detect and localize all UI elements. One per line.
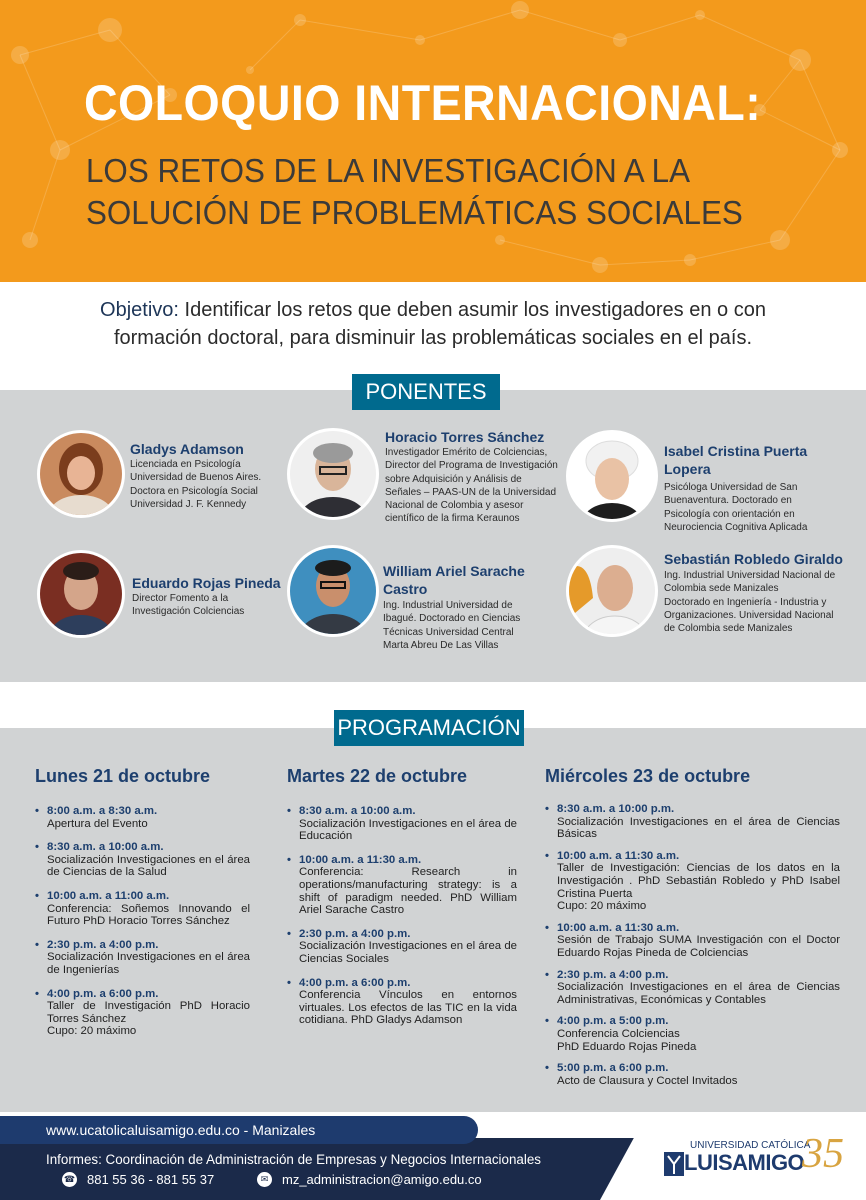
speaker-desc-line: Ing. Industrial Universidad de [383, 600, 513, 611]
schedule-item [35, 841, 250, 879]
schedule-time: • 10:00 a.m. a 11:30 a.m. [557, 849, 680, 862]
schedule-time: • 5:00 p.m. a 6:00 p.m. [557, 1062, 669, 1075]
objective-line-2: formación doctoral, para disminuir las problemáticas sociales en el país. [113, 327, 753, 349]
objective-line-1-text: Identificar los retos que deben asumir los investigadores en o con [178, 299, 766, 321]
schedule-time: • 2:30 p.m. a 4:00 p.m. [299, 927, 411, 940]
schedule-time: • 2:30 p.m. a 4:00 p.m. [47, 938, 159, 951]
day-column-miercoles [545, 766, 840, 1087]
speaker-desc-line: Doctorado en Ingeniería - Industria y [664, 596, 827, 608]
schedule-time: • 4:00 p.m. a 6:00 p.m. [47, 987, 159, 1000]
speaker-desc-line: científico de la firma Keraunos [385, 513, 520, 525]
schedule-list [545, 803, 840, 1087]
page-title: COLOQUIO INTERNACIONAL: [84, 75, 762, 131]
website-link[interactable]: www.ucatolicaluisamigo.edu.co - Manizales [0, 1116, 478, 1144]
email-icon: ✉ [257, 1172, 272, 1187]
schedule-list [35, 805, 250, 1038]
schedule-time: • 8:30 a.m. a 10:00 p.m. [557, 803, 675, 815]
logo-large-text: LUISAMIGO [684, 1150, 805, 1175]
speaker-desc-line: Ing. Industrial Universidad Nacional de [664, 570, 836, 581]
speaker-name-line: Castro [383, 581, 428, 597]
day-column-lunes [35, 766, 250, 1049]
schedule-item [287, 854, 517, 917]
schedule-desc: Conferencia: Soñemos Innovando el Futuro PhD Horacio Torres Sánchez [47, 902, 250, 928]
schedule-item [545, 803, 840, 841]
speaker-desc-line: Investigador Emérito de Colciencias, [385, 447, 548, 458]
header-banner [0, 0, 866, 282]
speaker-name-line: Lopera [664, 461, 711, 477]
speaker-desc-line: Universidad J. F. Kennedy [130, 498, 247, 510]
schedule-list [287, 805, 517, 1027]
logo-anniversary-number: 35 [802, 1131, 844, 1177]
speaker-desc-line: Universidad de Buenos Aires. [130, 472, 262, 484]
avatar-isabel-puerta [566, 430, 658, 522]
speaker-desc [664, 481, 807, 534]
schedule-time: • 10:00 a.m. a 11:30 a.m. [557, 921, 680, 934]
schedule-desc: Sesión de Trabajo SUMA Investigación con el Doctor Eduardo Rojas Pineda de Colciencias [557, 934, 840, 959]
phone-number: 881 55 36 - 881 55 37 [87, 1172, 215, 1187]
day-title: Martes 22 de octubre [287, 766, 468, 786]
speaker-desc-line: Señales – PAAS-UN de la Universidad [385, 486, 557, 498]
speaker-desc-line: sobre Adquisición y Análisis de [385, 473, 522, 485]
schedule-desc: Conferencia Colciencias [557, 1027, 680, 1040]
schedule-desc: Taller de Investigación PhD Horacio Torres Sánchez [47, 1000, 250, 1025]
day-title: Lunes 21 de octubre [35, 766, 211, 786]
speaker-desc [130, 458, 261, 511]
schedule-time: • 4:00 p.m. a 5:00 p.m. [557, 1015, 669, 1028]
schedule-item [545, 1062, 840, 1087]
schedule-desc: Socialización Investigaciones en el área de Ciencias Básicas [557, 815, 840, 841]
objective-line-1 [60, 296, 806, 324]
network-pattern [0, 0, 866, 282]
speaker-desc-line: Director del Programa de Investigación [385, 460, 558, 472]
speaker-name-line: William Ariel Sarache [383, 563, 525, 579]
speaker-name: Horacio Torres Sánchez [385, 429, 545, 445]
speaker-desc-line: Colombia sede Manizales [664, 583, 779, 595]
speaker-desc-line: Marta Abreu De Las Villas [383, 639, 499, 651]
schedule-desc: Apertura del Evento [47, 817, 148, 830]
footer-phone [62, 1172, 214, 1187]
speaker-name [383, 562, 525, 598]
speaker-desc-line: de Colombia sede Manizales [664, 623, 793, 635]
schedule-item [545, 969, 840, 1007]
schedule-desc: Taller de Investigación: Ciencias de los datos en la Investigación . PhD Sebastián Robledo y PhD Isabel Cristina Puerta [557, 862, 840, 900]
speaker-desc [383, 599, 520, 652]
page-subtitle [86, 150, 743, 234]
schedule-time: • 8:30 a.m. a 10:00 a.m. [299, 805, 416, 817]
schedule-time: • 8:30 a.m. a 10:00 a.m. [47, 841, 164, 854]
speaker-desc-line: Director Fomento a la [132, 593, 229, 604]
schedule-desc: Socialización Investigaciones en el área de Ciencias Sociales [299, 940, 517, 965]
schedule-item [35, 805, 250, 830]
subtitle-line-2: SOLUCIÓN DE PROBLEMÁTICAS SOCIALES [86, 194, 743, 231]
schedule-time: • 10:00 a.m. a 11:00 a.m. [47, 889, 170, 902]
schedule-desc: Socialización Investigaciones en el área de Ingenierías [47, 951, 250, 976]
schedule-extra: Cupo: 20 máximo [557, 900, 647, 913]
objective-text [60, 296, 806, 352]
speaker-desc-line: Ibagué. Doctorado en Ciencias [383, 613, 521, 625]
schedule-item [545, 1015, 840, 1053]
speaker-desc [664, 569, 835, 635]
speaker-desc-line: Técnicas Universidad Central [383, 626, 514, 638]
speaker-desc-line: Psicóloga Universidad de San [664, 482, 798, 493]
speaker-name: Gladys Adamson [130, 441, 244, 457]
phone-icon: ☎ [62, 1172, 77, 1187]
speaker-desc [132, 592, 244, 619]
schedule-time: • 8:00 a.m. a 8:30 a.m. [47, 805, 158, 817]
speaker-name [664, 442, 807, 478]
subtitle-line-1: LOS RETOS DE LA INVESTIGACIÓN A LA [86, 152, 691, 189]
objective-label: Objetivo: [100, 299, 179, 321]
logo-small-text: UNIVERSIDAD CATÓLICA [690, 1140, 811, 1151]
speaker-desc-line: Organizaciones. Universidad Nacional [664, 609, 834, 621]
day-title: Miércoles 23 de octubre [545, 766, 751, 786]
schedule-time: • 2:30 p.m. a 4:00 p.m. [557, 968, 669, 981]
schedule-desc: Conferencia: Research in operations/manufacturing strategy: is a shift of paradigm needed. PhD William Ariel Sarache Castro [299, 866, 517, 917]
speaker-name-line: Isabel Cristina Puerta [664, 443, 808, 459]
schedule-item [287, 977, 517, 1027]
speaker-desc [385, 446, 558, 526]
avatar-sebastian-robledo [566, 545, 658, 637]
schedule-item [35, 890, 250, 928]
schedule-time: • 4:00 p.m. a 6:00 p.m. [299, 976, 411, 989]
email-address[interactable]: mz_administracion@amigo.edu.co [282, 1172, 482, 1187]
schedule-item [35, 988, 250, 1038]
schedule-item [545, 850, 840, 913]
speaker-desc-line: Nacional de Colombia y asesor [385, 500, 524, 512]
footer-email [257, 1172, 482, 1187]
ponentes-heading: PONENTES [352, 374, 500, 410]
schedule-desc: Socialización Investigaciones en el área de Educación [299, 817, 517, 843]
speaker-desc-line: Buenaventura. Doctorado en [664, 495, 792, 507]
logo-mark-icon [664, 1152, 684, 1176]
speaker-name: Eduardo Rojas Pineda [132, 575, 281, 591]
schedule-desc: Socialización Investigaciones en el área de Ciencias de la Salud [47, 853, 250, 879]
avatar-william-sarache [287, 545, 379, 637]
speaker-name: Sebastián Robledo Giraldo [664, 551, 843, 567]
footer-info: Informes: Coordinación de Administración de Empresas y Negocios Internacionales [46, 1152, 541, 1167]
avatar-horacio-torres [287, 428, 379, 520]
schedule-extra: PhD Eduardo Rojas Pineda [557, 1040, 697, 1053]
schedule-desc: Socialización Investigaciones en el área de Ciencias Administrativas, Económicas y Contables [557, 981, 840, 1006]
speaker-desc-line: Neurociencia Cognitiva Aplicada [664, 521, 808, 533]
speaker-desc-line: Doctora en Psicología Social [130, 485, 258, 497]
avatar-eduardo-rojas [37, 550, 125, 638]
day-column-martes [287, 766, 517, 1038]
schedule-item [35, 939, 250, 977]
speaker-desc-line: Psicología con orientación en [664, 508, 795, 520]
schedule-item [287, 928, 517, 966]
schedule-item [287, 805, 517, 843]
schedule-desc: Conferencia Vínculos en entornos virtuales. Los efectos de las TIC en la vida cotidiana. PhD Gladys Adamson [299, 989, 517, 1027]
schedule-item [545, 922, 840, 960]
schedule-extra: Cupo: 20 máximo [47, 1025, 137, 1038]
schedule-desc: Acto de Clausura y Coctel Invitados [557, 1074, 738, 1087]
speaker-desc-line: Investigación Colciencias [132, 606, 245, 618]
speaker-desc-line: Licenciada en Psicología [130, 459, 241, 470]
schedule-time: • 10:00 a.m. a 11:30 a.m. [299, 853, 422, 866]
university-logo [662, 1131, 862, 1188]
programacion-heading: PROGRAMACIÓN [334, 710, 524, 746]
avatar-gladys-adamson [37, 430, 125, 518]
